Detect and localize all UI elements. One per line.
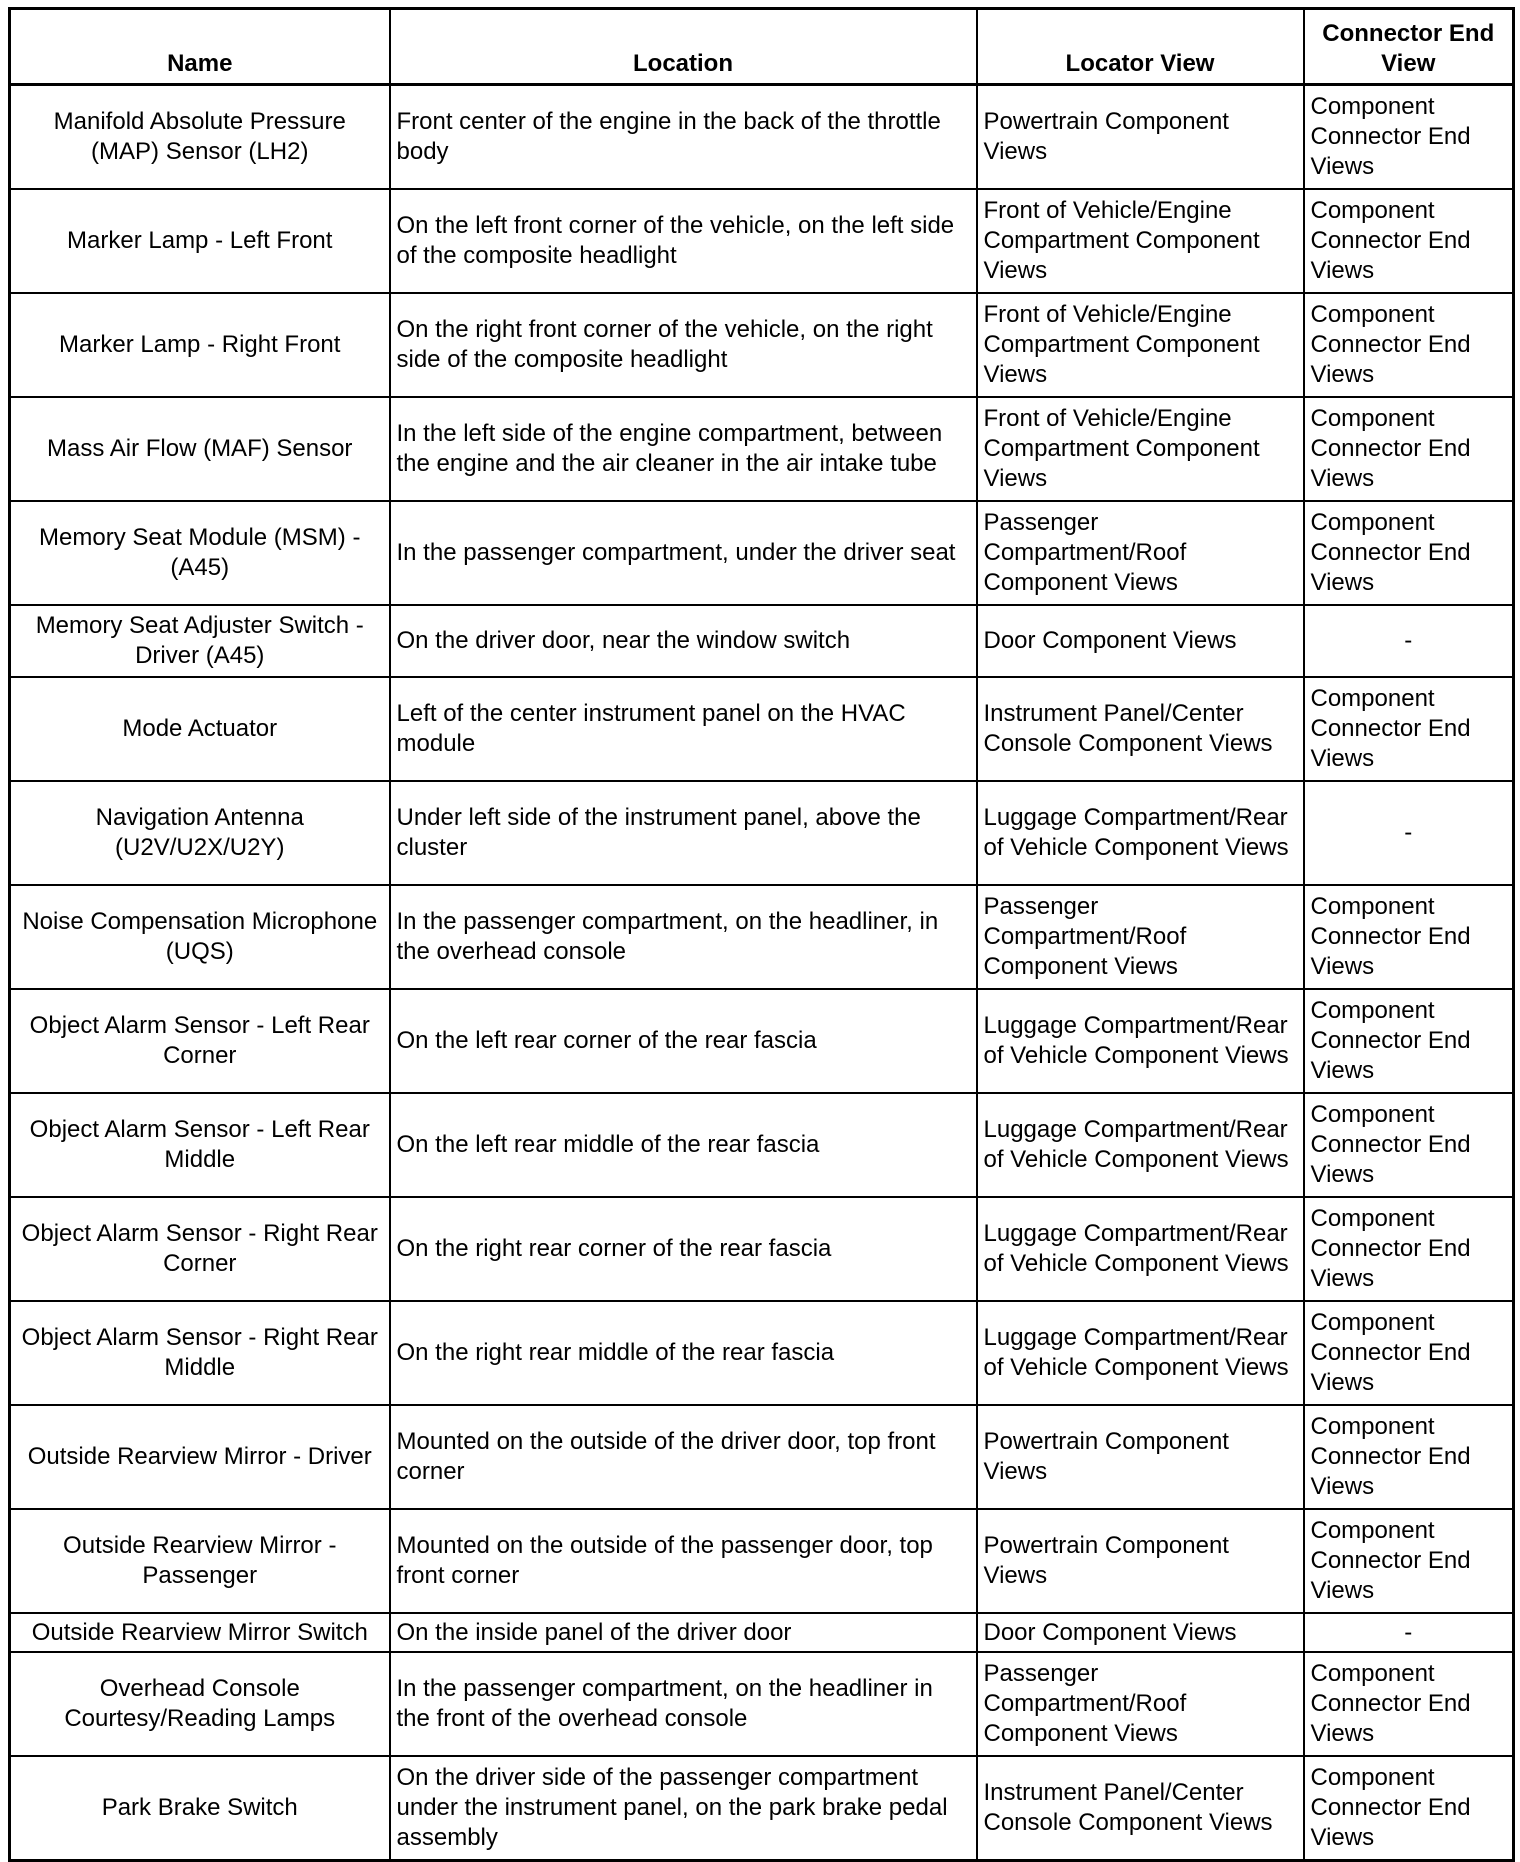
cell-locator-view: Passenger Compartment/Roof Component Views xyxy=(977,1652,1304,1756)
cell-location: Front center of the engine in the back of the throttle body xyxy=(390,85,977,190)
table-row xyxy=(10,85,1514,190)
cell-name: Memory Seat Module (MSM) - (A45) xyxy=(10,501,390,605)
cell-locator-view: Front of Vehicle/Engine Compartment Component Views xyxy=(977,189,1304,293)
table-row xyxy=(10,293,1514,397)
cell-location: On the inside panel of the driver door xyxy=(390,1613,977,1652)
cell-connector-end-view: - xyxy=(1304,605,1514,677)
cell-locator-view: Instrument Panel/Center Console Component Views xyxy=(977,1756,1304,1861)
cell-locator-view: Powertrain Component Views xyxy=(977,1509,1304,1613)
header-locator-view: Locator View xyxy=(977,9,1304,85)
cell-locator-view: Front of Vehicle/Engine Compartment Component Views xyxy=(977,397,1304,501)
cell-locator-view: Front of Vehicle/Engine Compartment Component Views xyxy=(977,293,1304,397)
cell-location: Under left side of the instrument panel, above the cluster xyxy=(390,781,977,885)
cell-locator-view: Door Component Views xyxy=(977,1613,1304,1652)
cell-name: Object Alarm Sensor - Right Rear Middle xyxy=(10,1301,390,1405)
cell-name: Marker Lamp - Left Front xyxy=(10,189,390,293)
cell-locator-view: Passenger Compartment/Roof Component Views xyxy=(977,501,1304,605)
cell-location: On the right rear corner of the rear fascia xyxy=(390,1197,977,1301)
table-row xyxy=(10,781,1514,885)
table-row xyxy=(10,1756,1514,1861)
cell-connector-end-view: Component Connector End Views xyxy=(1304,885,1514,989)
table-row xyxy=(10,1509,1514,1613)
cell-location: In the passenger compartment, on the headliner, in the overhead console xyxy=(390,885,977,989)
cell-name: Outside Rearview Mirror - Passenger xyxy=(10,1509,390,1613)
cell-location: On the left rear middle of the rear fascia xyxy=(390,1093,977,1197)
table-row xyxy=(10,677,1514,781)
cell-location: On the right front corner of the vehicle, on the right side of the composite headlight xyxy=(390,293,977,397)
cell-connector-end-view: Component Connector End Views xyxy=(1304,501,1514,605)
cell-locator-view: Powertrain Component Views xyxy=(977,1405,1304,1509)
table-row xyxy=(10,397,1514,501)
cell-connector-end-view: Component Connector End Views xyxy=(1304,677,1514,781)
cell-locator-view: Instrument Panel/Center Console Component Views xyxy=(977,677,1304,781)
cell-name: Object Alarm Sensor - Left Rear Middle xyxy=(10,1093,390,1197)
cell-connector-end-view: - xyxy=(1304,1613,1514,1652)
cell-locator-view: Door Component Views xyxy=(977,605,1304,677)
cell-location: On the left rear corner of the rear fascia xyxy=(390,989,977,1093)
cell-connector-end-view: Component Connector End Views xyxy=(1304,989,1514,1093)
cell-name: Memory Seat Adjuster Switch - Driver (A45) xyxy=(10,605,390,677)
header-connector-end-view: Connector End View xyxy=(1304,9,1514,85)
table-row xyxy=(10,189,1514,293)
cell-connector-end-view: Component Connector End Views xyxy=(1304,293,1514,397)
cell-connector-end-view: Component Connector End Views xyxy=(1304,1652,1514,1756)
header-row xyxy=(10,9,1514,85)
cell-locator-view: Luggage Compartment/Rear of Vehicle Component Views xyxy=(977,1301,1304,1405)
cell-locator-view: Luggage Compartment/Rear of Vehicle Component Views xyxy=(977,989,1304,1093)
cell-name: Noise Compensation Microphone (UQS) xyxy=(10,885,390,989)
table-row xyxy=(10,1613,1514,1652)
cell-location: In the passenger compartment, on the headliner in the front of the overhead console xyxy=(390,1652,977,1756)
cell-connector-end-view: Component Connector End Views xyxy=(1304,85,1514,190)
cell-name: Object Alarm Sensor - Left Rear Corner xyxy=(10,989,390,1093)
cell-name: Mode Actuator xyxy=(10,677,390,781)
cell-name: Marker Lamp - Right Front xyxy=(10,293,390,397)
cell-connector-end-view: Component Connector End Views xyxy=(1304,1301,1514,1405)
table-row xyxy=(10,605,1514,677)
table-header xyxy=(10,9,1514,85)
cell-locator-view: Luggage Compartment/Rear of Vehicle Component Views xyxy=(977,1197,1304,1301)
cell-name: Overhead Console Courtesy/Reading Lamps xyxy=(10,1652,390,1756)
cell-connector-end-view: Component Connector End Views xyxy=(1304,189,1514,293)
cell-connector-end-view: Component Connector End Views xyxy=(1304,1509,1514,1613)
cell-location: On the driver side of the passenger compartment under the instrument panel, on the park brake pedal assembly xyxy=(390,1756,977,1861)
table-row xyxy=(10,1197,1514,1301)
table-row xyxy=(10,501,1514,605)
cell-name: Object Alarm Sensor - Right Rear Corner xyxy=(10,1197,390,1301)
cell-location: On the right rear middle of the rear fascia xyxy=(390,1301,977,1405)
cell-locator-view: Luggage Compartment/Rear of Vehicle Component Views xyxy=(977,1093,1304,1197)
cell-connector-end-view: Component Connector End Views xyxy=(1304,1405,1514,1509)
cell-name: Outside Rearview Mirror - Driver xyxy=(10,1405,390,1509)
cell-location: On the left front corner of the vehicle, on the left side of the composite headlight xyxy=(390,189,977,293)
cell-location: Mounted on the outside of the driver door, top front corner xyxy=(390,1405,977,1509)
cell-location: Mounted on the outside of the passenger door, top front corner xyxy=(390,1509,977,1613)
cell-connector-end-view: Component Connector End Views xyxy=(1304,1197,1514,1301)
table-row xyxy=(10,989,1514,1093)
cell-location: On the driver door, near the window switch xyxy=(390,605,977,677)
cell-name: Navigation Antenna (U2V/U2X/U2Y) xyxy=(10,781,390,885)
cell-locator-view: Powertrain Component Views xyxy=(977,85,1304,190)
cell-connector-end-view: - xyxy=(1304,781,1514,885)
cell-name: Manifold Absolute Pressure (MAP) Sensor (LH2) xyxy=(10,85,390,190)
cell-name: Outside Rearview Mirror Switch xyxy=(10,1613,390,1652)
cell-connector-end-view: Component Connector End Views xyxy=(1304,1756,1514,1861)
table-row xyxy=(10,1301,1514,1405)
cell-location: In the left side of the engine compartment, between the engine and the air cleaner in the air intake tube xyxy=(390,397,977,501)
cell-location: Left of the center instrument panel on the HVAC module xyxy=(390,677,977,781)
cell-locator-view: Passenger Compartment/Roof Component Views xyxy=(977,885,1304,989)
cell-connector-end-view: Component Connector End Views xyxy=(1304,397,1514,501)
table-row xyxy=(10,885,1514,989)
table-row xyxy=(10,1405,1514,1509)
component-locator-table xyxy=(8,7,1515,1862)
cell-name: Park Brake Switch xyxy=(10,1756,390,1861)
cell-locator-view: Luggage Compartment/Rear of Vehicle Component Views xyxy=(977,781,1304,885)
table-body xyxy=(10,85,1514,1861)
table-row xyxy=(10,1652,1514,1756)
header-name: Name xyxy=(10,9,390,85)
header-location: Location xyxy=(390,9,977,85)
cell-location: In the passenger compartment, under the driver seat xyxy=(390,501,977,605)
cell-name: Mass Air Flow (MAF) Sensor xyxy=(10,397,390,501)
cell-connector-end-view: Component Connector End Views xyxy=(1304,1093,1514,1197)
table-row xyxy=(10,1093,1514,1197)
